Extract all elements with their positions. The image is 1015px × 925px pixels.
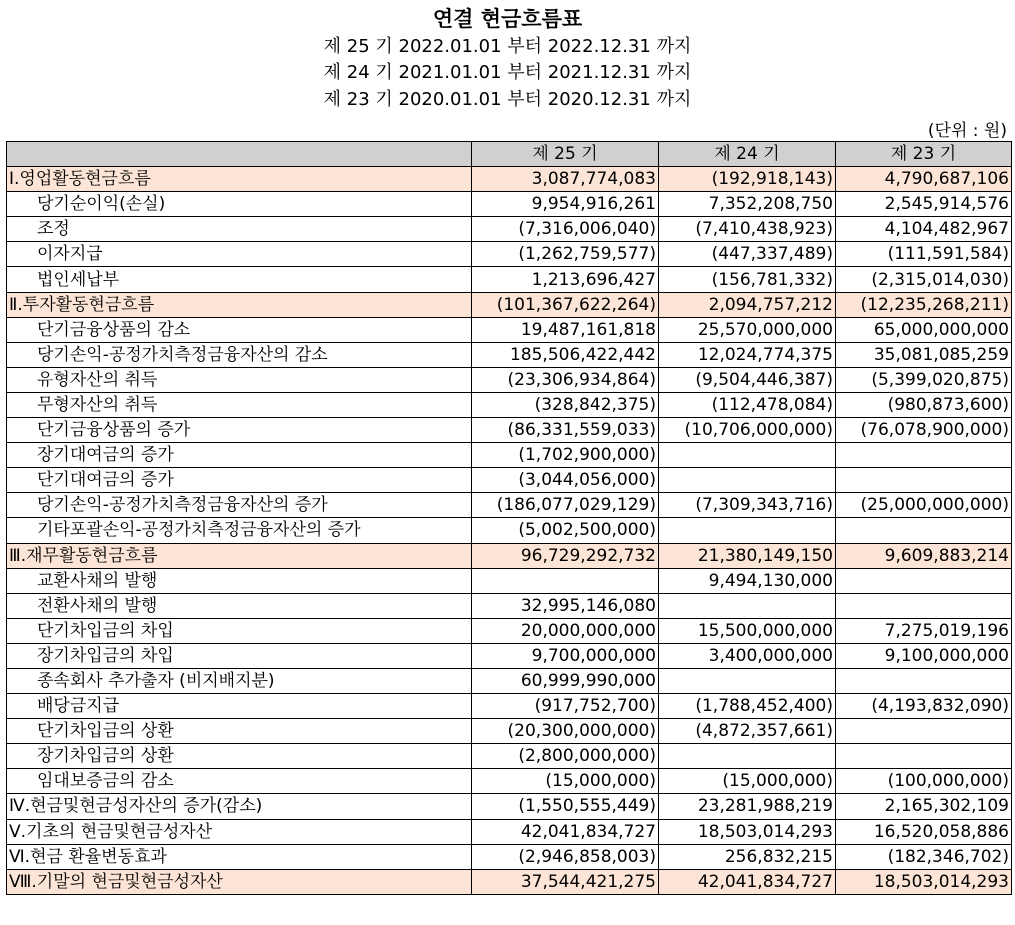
value-cell-period-25: 37,544,421,275 [472, 869, 659, 894]
row-label: 단기차입금의 차입 [7, 618, 472, 643]
value-cell-period-23 [836, 568, 1012, 593]
value-cell-period-24 [659, 518, 836, 543]
value-cell-period-25: (1,262,759,577) [472, 242, 659, 267]
value-cell-period-25: 1,213,696,427 [472, 267, 659, 292]
value-cell-period-23: 35,081,085,259 [836, 342, 1012, 367]
value-cell-period-24: (1,788,452,400) [659, 694, 836, 719]
value-cell-period-24: 21,380,149,150 [659, 543, 836, 568]
value-cell-period-23: 2,545,914,576 [836, 192, 1012, 217]
value-cell-period-23: (25,000,000,000) [836, 493, 1012, 518]
value-cell-period-23: 7,275,019,196 [836, 618, 1012, 643]
value-cell-period-25: 42,041,834,727 [472, 819, 659, 844]
row-label: 단기금융상품의 증가 [7, 418, 472, 443]
value-cell-period-24 [659, 468, 836, 493]
value-cell-period-23: (12,235,268,211) [836, 292, 1012, 317]
value-cell-period-24: 9,494,130,000 [659, 568, 836, 593]
table-row [7, 568, 1012, 593]
value-cell-period-25: (3,044,056,000) [472, 468, 659, 493]
value-cell-period-24 [659, 443, 836, 468]
total-row [7, 819, 1012, 844]
value-cell-period-25: 32,995,146,080 [472, 593, 659, 618]
value-cell-period-23: (100,000,000) [836, 769, 1012, 794]
table-row [7, 317, 1012, 342]
value-cell-period-25: (101,367,622,264) [472, 292, 659, 317]
value-cell-period-23: (4,193,832,090) [836, 694, 1012, 719]
value-cell-period-24 [659, 593, 836, 618]
value-cell-period-25: 19,487,161,818 [472, 317, 659, 342]
value-cell-period-24: (112,478,084) [659, 392, 836, 417]
row-label: 전환사채의 발행 [7, 593, 472, 618]
value-cell-period-23 [836, 593, 1012, 618]
total-row [7, 794, 1012, 819]
statement-title: 연결 현금흐름표 [432, 7, 583, 31]
row-label: Ⅴ.기초의 현금및현금성자산 [7, 819, 472, 844]
value-cell-period-24: (15,000,000) [659, 769, 836, 794]
value-cell-period-24 [659, 668, 836, 693]
table-row [7, 493, 1012, 518]
header-cell-23: 제 23 기 [836, 142, 1012, 167]
value-cell-period-23 [836, 719, 1012, 744]
value-cell-period-24: (7,309,343,716) [659, 493, 836, 518]
table-row [7, 744, 1012, 769]
value-cell-period-25: 20,000,000,000 [472, 618, 659, 643]
value-cell-period-24 [659, 744, 836, 769]
total-row [7, 844, 1012, 869]
value-cell-period-25: 60,999,990,000 [472, 668, 659, 693]
value-cell-period-25: (1,702,900,000) [472, 443, 659, 468]
value-cell-period-23: 9,100,000,000 [836, 643, 1012, 668]
table-row [7, 518, 1012, 543]
row-label: 교환사채의 발행 [7, 568, 472, 593]
value-cell-period-25: (186,077,029,129) [472, 493, 659, 518]
value-cell-period-25: (328,842,375) [472, 392, 659, 417]
table-row [7, 342, 1012, 367]
value-cell-period-23: (182,346,702) [836, 844, 1012, 869]
value-cell-period-25: (7,316,006,040) [472, 217, 659, 242]
row-label: 당기손익-공정가치측정금융자산의 증가 [7, 493, 472, 518]
row-label: Ⅱ.투자활동현금흐름 [7, 292, 472, 317]
header-cell-24: 제 24 기 [659, 142, 836, 167]
value-cell-period-23: 4,104,482,967 [836, 217, 1012, 242]
value-cell-period-23 [836, 518, 1012, 543]
value-cell-period-24: 23,281,988,219 [659, 794, 836, 819]
table-row [7, 242, 1012, 267]
value-cell-period-25 [472, 568, 659, 593]
period-line-24: 제 24 기 2021.01.01 부터 2021.12.31 까지 [323, 62, 692, 83]
table-row [7, 694, 1012, 719]
row-label: 당기순이익(손실) [7, 192, 472, 217]
row-label: 단기차입금의 상환 [7, 719, 472, 744]
table-row [7, 267, 1012, 292]
value-cell-period-24: 25,570,000,000 [659, 317, 836, 342]
value-cell-period-23: (5,399,020,875) [836, 367, 1012, 392]
row-label: 조정 [7, 217, 472, 242]
row-label: Ⅳ.현금및현금성자산의 증가(감소) [7, 794, 472, 819]
row-label: 배당금지급 [7, 694, 472, 719]
period-line-23: 제 23 기 2020.01.01 부터 2020.12.31 까지 [323, 89, 692, 110]
value-cell-period-24: (7,410,438,923) [659, 217, 836, 242]
row-label: 장기차입금의 차입 [7, 643, 472, 668]
table-row [7, 392, 1012, 417]
value-cell-period-25: (86,331,559,033) [472, 418, 659, 443]
value-cell-period-25: (1,550,555,449) [472, 794, 659, 819]
row-label: 법인세납부 [7, 267, 472, 292]
value-cell-period-25: 3,087,774,083 [472, 167, 659, 192]
value-cell-period-25: 9,954,916,261 [472, 192, 659, 217]
value-cell-period-23: (76,078,900,000) [836, 418, 1012, 443]
value-cell-period-24: 256,832,215 [659, 844, 836, 869]
value-cell-period-24: 42,041,834,727 [659, 869, 836, 894]
row-label: 종속회사 추가출자 (비지배지분) [7, 668, 472, 693]
section-row [7, 543, 1012, 568]
value-cell-period-23: 9,609,883,214 [836, 543, 1012, 568]
value-cell-period-24: 3,400,000,000 [659, 643, 836, 668]
value-cell-period-25: (917,752,700) [472, 694, 659, 719]
value-cell-period-23: 65,000,000,000 [836, 317, 1012, 342]
table-row [7, 192, 1012, 217]
value-cell-period-24: 12,024,774,375 [659, 342, 836, 367]
value-cell-period-23 [836, 744, 1012, 769]
row-label: 임대보증금의 감소 [7, 769, 472, 794]
cash-flow-table [6, 141, 1012, 895]
section-row [7, 292, 1012, 317]
value-cell-period-23: 16,520,058,886 [836, 819, 1012, 844]
value-cell-period-25: (23,306,934,864) [472, 367, 659, 392]
value-cell-period-25: (15,000,000) [472, 769, 659, 794]
value-cell-period-25: (2,946,858,003) [472, 844, 659, 869]
unit-label: (단위 : 원) [927, 121, 1007, 141]
value-cell-period-25: 185,506,422,442 [472, 342, 659, 367]
table-row [7, 367, 1012, 392]
value-cell-period-25: (2,800,000,000) [472, 744, 659, 769]
row-label: 단기대여금의 증가 [7, 468, 472, 493]
row-label: 기타포괄손익-공정가치측정금융자산의 증가 [7, 518, 472, 543]
value-cell-period-23: (980,873,600) [836, 392, 1012, 417]
value-cell-period-23: 18,503,014,293 [836, 869, 1012, 894]
table-row [7, 643, 1012, 668]
row-label: 무형자산의 취득 [7, 392, 472, 417]
row-label: 유형자산의 취득 [7, 367, 472, 392]
row-label: 이자지급 [7, 242, 472, 267]
value-cell-period-23: (111,591,584) [836, 242, 1012, 267]
table-row [7, 719, 1012, 744]
value-cell-period-23 [836, 443, 1012, 468]
value-cell-period-24: 2,094,757,212 [659, 292, 836, 317]
value-cell-period-25: 96,729,292,732 [472, 543, 659, 568]
value-cell-period-25: 9,700,000,000 [472, 643, 659, 668]
period-line-25: 제 25 기 2022.01.01 부터 2022.12.31 까지 [323, 36, 692, 57]
table-row [7, 468, 1012, 493]
row-label: Ⅵ.현금 환율변동효과 [7, 844, 472, 869]
table-row [7, 593, 1012, 618]
table-row [7, 217, 1012, 242]
value-cell-period-24: 7,352,208,750 [659, 192, 836, 217]
row-label: 당기손익-공정가치측정금융자산의 감소 [7, 342, 472, 367]
value-cell-period-24: (447,337,489) [659, 242, 836, 267]
table-row [7, 418, 1012, 443]
row-label: 단기금융상품의 감소 [7, 317, 472, 342]
header-row [7, 142, 1012, 167]
table-row [7, 668, 1012, 693]
value-cell-period-23: 2,165,302,109 [836, 794, 1012, 819]
header-cell-25: 제 25 기 [472, 142, 659, 167]
value-cell-period-23 [836, 468, 1012, 493]
value-cell-period-24: (9,504,446,387) [659, 367, 836, 392]
value-cell-period-24: (4,872,357,661) [659, 719, 836, 744]
value-cell-period-24: 18,503,014,293 [659, 819, 836, 844]
section-row [7, 167, 1012, 192]
row-label: Ⅰ.영업활동현금흐름 [7, 167, 472, 192]
value-cell-period-24: (10,706,000,000) [659, 418, 836, 443]
table-row [7, 618, 1012, 643]
section-row [7, 869, 1012, 894]
value-cell-period-23: 4,790,687,106 [836, 167, 1012, 192]
value-cell-period-24: (156,781,332) [659, 267, 836, 292]
value-cell-period-23: (2,315,014,030) [836, 267, 1012, 292]
row-label: Ⅷ.기말의 현금및현금성자산 [7, 869, 472, 894]
row-label: Ⅲ.재무활동현금흐름 [7, 543, 472, 568]
value-cell-period-24: (192,918,143) [659, 167, 836, 192]
value-cell-period-25: (5,002,500,000) [472, 518, 659, 543]
row-label: 장기차입금의 상환 [7, 744, 472, 769]
table-row [7, 769, 1012, 794]
table-row [7, 443, 1012, 468]
row-label: 장기대여금의 증가 [7, 443, 472, 468]
value-cell-period-25: (20,300,000,000) [472, 719, 659, 744]
value-cell-period-24: 15,500,000,000 [659, 618, 836, 643]
header-cell-label [7, 142, 472, 167]
value-cell-period-23 [836, 668, 1012, 693]
